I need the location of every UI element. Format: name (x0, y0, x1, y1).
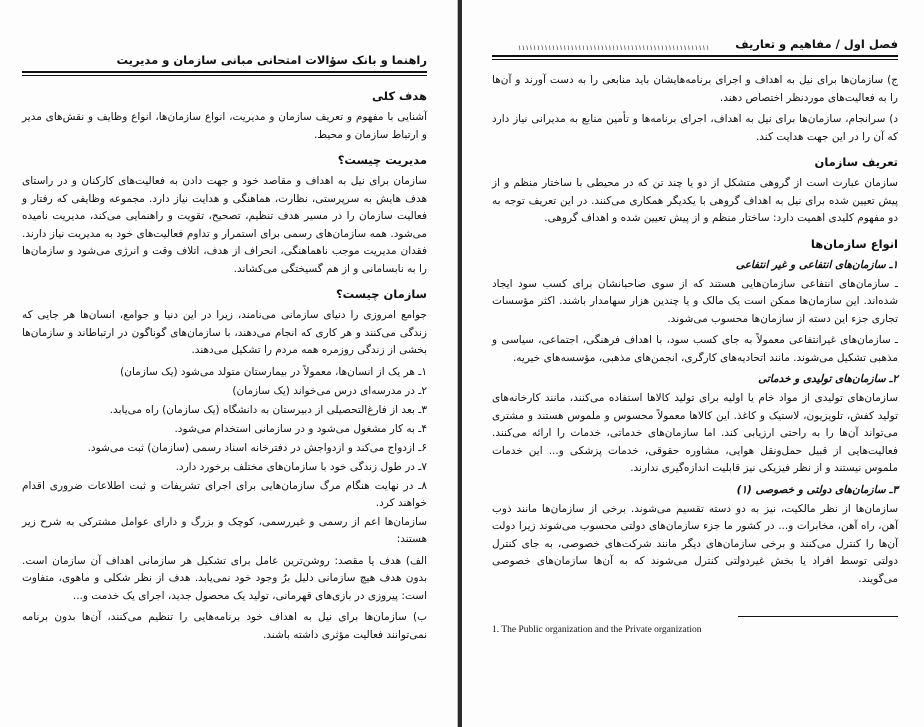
list-item: ۳ـ بعد از فارغ‌التحصیلی از دبیرستان به دانشگاه (یک سازمان) راه می‌یابد. (109, 403, 427, 416)
paragraph: ـ سازمان‌های انتفاعی سازمان‌هایی هستند که از سوی صاحبانشان برای کسب سود ایجاد شده‌اند. این سازمان‌ها ممکن است یک مالک و یا چندین هزار سهامدار باشند. اکثر مؤسسات تجاری جزء این دسته از سازمان‌ها محسوب می‌شوند. (492, 277, 898, 325)
left-running-head-title: راهنما و بانک سؤالات امتحانی مبانی سازمان و مدیریت (116, 53, 427, 67)
paragraph: سازمان‌های تولیدی از مواد خام یا اولیه برای تولید کالاها استفاده می‌کنند، مانند کارخانه‌های تولید کفش، تلویزیون، لاستیک و کاغذ. این کالاها معمولاً محسوس و ملموس هستند و مشتری می‌تواند آن‌ها را به راحتی ارزیابی کند. اما سازمان‌های خدماتی، خدمات را ارائه می‌کنند. فعالیت‌هایی از قبیل حمل‌ونقل هوایی، مشاوره حقوقی، خدمات پزشکی و... این خدمات ملموس نیستند و از نظر فیزیکی نیز قابلیت اندازه‌گیری ندارند. (492, 392, 898, 474)
left-head-rule-thin (22, 75, 427, 76)
paragraph: الف) هدف یا مقصد: روشن‌ترین عامل برای تشکیل هر سازمانی اهداف آن سازمان است. بدون هدف هیچ سازمانی دلیل برُ وجود خود نمی‌یابد. هدف از نظر شکلی و ماهوی، متفاوت است: پیروزی در بازی‌های قهرمانی، تولید یک محصول جدید، اجرای یک خدمت و... (22, 554, 427, 602)
subsection-heading: ۱ـ سازمان‌های انتفاعی و غیر انتفاعی (735, 258, 898, 271)
footnote: 1. The Public organization and the Private organization (492, 625, 702, 635)
list-item: ۱ـ هر یک از انسان‌ها، معمولاً در بیمارستان متولد می‌شود (یک سازمان) (120, 365, 427, 378)
subsection-heading: ۳ـ سازمان‌های دولتی و خصوصی (۱) (736, 483, 898, 496)
list-item: ۶ـ ازدواج می‌کند و ازدواجش در دفترخانه اسناد رسمی (سازمان) ثبت می‌شود. (87, 441, 427, 454)
left-page (0, 0, 458, 727)
left-running-head (22, 52, 427, 68)
section-heading: مدیریت چیست؟ (337, 153, 427, 167)
right-page-body (492, 72, 898, 588)
section-heading: انواع سازمان‌ها (810, 236, 898, 251)
list-item: ۲ـ در مدرسه‌ای درس می‌خواند (یک سازمان) (232, 384, 427, 397)
footnote-rule (738, 616, 898, 617)
paragraph: ب) سازمان‌ها برای نیل به اهداف خود برنامه‌هایی را تنظیم می‌کنند، آن‌ها بدون برنامه نمی‌توانند فعالیت مؤثری داشته باشند. (22, 611, 427, 641)
section-heading: هدف کلی (372, 89, 427, 103)
right-page (462, 0, 924, 727)
right-running-head-title: فصل اول / مفاهیم و تعاریف (735, 37, 898, 51)
paragraph: د) سرانجام، سازمان‌ها برای نیل به اهداف، اجرای برنامه‌ها و تأمین منابع به مدیرانی نیاز دارد که آن را در این جهت هدایت کند. (492, 113, 898, 143)
section-heading: سازمان چیست؟ (335, 287, 427, 301)
paragraph: سازمان‌ها از نظر مالکیت، نیز به دو دسته تقسیم می‌شوند. برخی از سازمان‌ها مانند ذوب آهن، راه آهن، مخابرات و... در کشور ما جزء سازمان‌های دولتی محسوب می‌شوند زیرا دولت آن‌ها را کنترل می‌کنند و برخی سازمان‌های دیگر مانند شرکت‌های خصوصی، به جای کنترل دولتی توسط افراد یا بخش غیردولتی کنترل می‌شوند که به آن‌ها سازمان‌های خصوصی می‌گویند. (492, 502, 898, 585)
paragraph: سازمان برای نیل به اهداف و مقاصد خود و جهت دادن به فعالیت‌های کارکنان و در راستای هدف هایش به سرپرستی، نظارت، هماهنگی و هدایت نیاز دارد. مجموعه وظایفی که رفتار و فعالیت سازمان را در مسیر هدف تنظیم، تصحیح، تقویت و راهنمایی می‌کند، مدیریت نامیده می‌شود. همه سازمان‌های رسمی برای استمرار و تداوم فعالیت‌های خود به مدیریت نیاز دارند. فقدان مدیریت موجب ناهماهنگی، انحراف از هدف، اتلاف وقت و انرژی می‌شود و سازمان‌ها را به نابسامانی و از هم گسیختگی می‌کشاند. (22, 175, 427, 275)
list-item: ۸ـ در نهایت هنگام مرگ سازمان‌هایی برای اجرای تشریفات و ثبت اطلاعات ضروری اقدام خواهند کرد. (22, 479, 427, 509)
right-head-rule (492, 55, 898, 57)
header-dots: ۱۱۱۱۱۱۱۱۱۱۱۱۱۱۱۱۱۱۱۱۱۱۱۱۱۱۱۱۱۱۱۱۱۱۱۱۱۱۱۱۱۱۱۱۱۱۱۱۱۱۱ (517, 44, 710, 52)
right-running-head (492, 36, 898, 52)
subsection-heading: ۲ـ سازمان‌های تولیدی و خدماتی (758, 373, 898, 385)
paragraph: سازمان عبارت است از گروهی متشکل از دو یا چند تن که در محیطی با ساختار منظم و از پیش تعیین شده برای نیل به اهداف گروهی با یکدیگر همکاری می‌کنند. در این تعریف توجه به دو مفهوم کلیدی اهمیت دارد: ساختار منظم و از پیش تعیین شده و اهداف گروهی. (492, 177, 898, 224)
list-item: ۷ـ در طول زندگی خود با سازمان‌های مختلف برخورد دارد. (175, 460, 427, 473)
paragraph: ج) سازمان‌ها برای نیل به اهداف و اجرای برنامه‌هایشان باید منابعی را به دست آورند و آن‌ها را به فعالیت‌های موردنظر اختصاص دهند. (492, 74, 898, 104)
left-head-rule (22, 71, 427, 73)
right-head-rule-thin (492, 59, 898, 60)
section-heading: تعریف سازمان (814, 155, 898, 169)
paragraph: سازمان‌ها اعم از رسمی و غیررسمی، کوچک و بزرگ و دارای عوامل مشترکی به شرح زیر هستند: (22, 515, 427, 545)
paragraph: ـ سازمان‌های غیرانتفاعی معمولاً به جای کسب سود، با اهداف فرهنگی، اجتماعی، سیاسی و مذهبی تشکیل می‌شوند. مانند اتحادیه‌های کارگری، انجمن‌های مذهبی، مؤسسه‌های خیریه. (492, 334, 898, 364)
paragraph: جوامع امروزی را دنیای سازمانی می‌نامند، زیرا در این دنیا و جوامع، انسان‌ها هر جایی که زندگی می‌کنند و هر کاری که انجام می‌دهند، با سازمان‌های گوناگون در ارتباطاند و سازمان‌ها بخشی از زندگی روزمره همه مردم را تشکیل می‌دهند. (22, 309, 427, 356)
list-item: ۴ـ به کار مشغول می‌شود و در سازمانی استخدام می‌شود. (174, 422, 427, 435)
paragraph: آشنایی با مفهوم و تعریف سازمان و مدیریت، انواع سازمان‌ها، انواع وظایف و نقش‌های مدیر و ارتباط سازمان و محیط. (22, 111, 427, 141)
left-page-body (22, 88, 427, 644)
